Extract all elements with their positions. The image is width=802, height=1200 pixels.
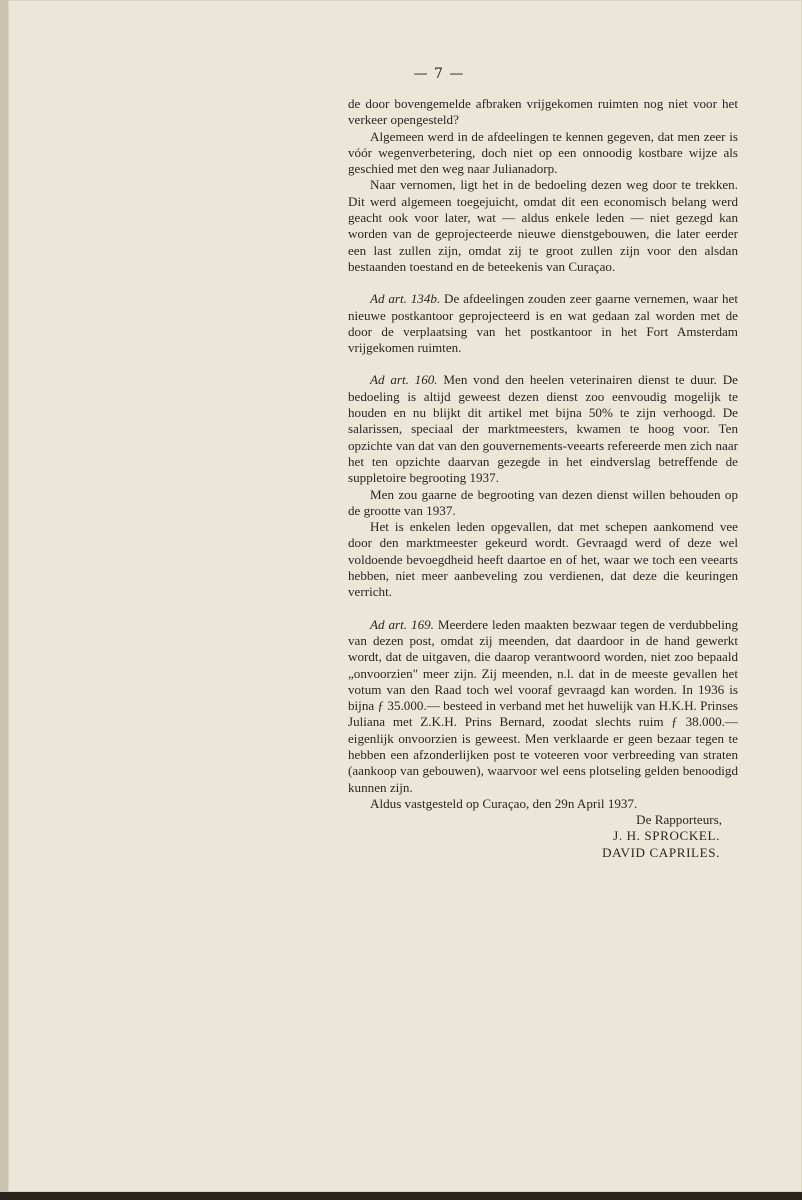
article-text-169: Meerdere leden maakten bezwaar tegen de verdubbeling van dezen post, omdat zij meenden, dat daardoor in de hand gewerkt wordt, dat de uitgaven, die daarop verantwoord worden, niet zoo bepaald „onvoorzien" meer zijn. Zij meenden, n.l. dat in de meeste gevallen het votum van den Raad toch wel vooraf gevraagd kan worden. In 1936 is bijna ƒ 35.000.— besteed in verband met het huwelijk van H.K.H. Prinses Juliana met Z.K.H. Prins Bernard, zoodat slechts ruim ƒ 38.000.— eigenlijk onvoorzien is geweest. Men verklaarde er geen bezaar tegen te hebben een afzonderlijken post te voteeren voor verbreeding van straten (aankoop van gebouwen), waarvoor wel eens plotseling gelden benoodigd kunnen zijn.: [348, 616, 739, 795]
document-page: [8, 0, 802, 1192]
article-ref-169: Ad art. 169.: [370, 616, 434, 632]
body-text: [348, 96, 738, 861]
section-art-134b: [348, 291, 738, 356]
article-ref-134b: Ad art. 134b.: [370, 291, 441, 307]
article-text-160: Men vond den heelen veterinairen dienst te duur. De bedoeling is altijd geweest dezen dienst zoo eenvoudig mogelijk te houden en nu blijkt dit artikel met bijna 50% te zijn verhoogd. De salarissen, speciaal der marktmeesters, kwamen te hoog voor. Ten opzichte van dat van den gouvernements-veearts refereerde men zich naar het ten opzichte daarvan gezegde in het eindverslag betreffende de suppletoire begrooting 1937.: [348, 372, 738, 486]
paragraph-art-160-begrooting: Men zou gaarne de begrooting van dezen dienst willen behouden op de grootte van 1937.: [348, 486, 738, 518]
paragraph-wegenverbetering: Algemeen werd in de afdeelingen te kennen gegeven, dat men zeer is vóór wegenverbetering, doch niet op een onnoodig kostbare wijze als geschied met den weg naar Julianadorp.: [348, 128, 738, 177]
page-binding-edge: [0, 0, 8, 1200]
closing-statement: Aldus vastgesteld op Curaçao, den 29n April 1937.: [370, 795, 638, 811]
paragraph-continuation: de door bovengemelde afbraken vrijgekomen ruimten nog niet voor het verkeer opengesteld?: [348, 96, 738, 128]
signatory-sprockel: J. H. SPROCKEL.: [613, 828, 720, 844]
paragraph-julianadorp: Naar vernomen, ligt het in de bedoeling dezen weg door te trekken. Dit werd algemeen toegejuicht, omdat dit een economisch belang werd geacht ook voor later, wat — aldus enkele leden — niet gezegd kan worden van de geprojecteerde nieuwe dienstgebouwen, die later eerder een last zullen zijn, omdat zij te groot zullen zijn voor den alsdan bestaanden toestand en de beteekenis van Curaçao.: [348, 177, 738, 274]
section-art-169: [348, 617, 738, 796]
article-ref-160: Ad art. 160.: [370, 372, 438, 388]
paragraph-art-160-marktmeester: Het is enkelen leden opgevallen, dat met schepen aankomend vee door den marktmeester gekeurd wordt. Gevraagd werd of deze wel voldoende bevoegdheid heeft daartoe en of het, waar we toch een veearts hebben, niet meer aanbeveling zou verdienen, dat deze die keuringen verricht.: [348, 519, 738, 600]
page-number: — 7 —: [413, 66, 465, 82]
rapporteurs-title: De Rapporteurs,: [636, 812, 722, 828]
scan-bottom-edge: [0, 1192, 802, 1200]
section-art-160: [348, 372, 738, 486]
signatory-capriles: DAVID CAPRILES.: [602, 844, 720, 860]
article-text-134b: De afdeelingen zouden zeer gaarne vernemen, waar het nieuwe postkantoor geprojecteerd is en wat gedaan zal worden met de door de verplaatsing van het postkantoor in het Fort Amsterdam vrijgekomen ruimten.: [348, 291, 738, 356]
signature-block: [348, 812, 738, 861]
